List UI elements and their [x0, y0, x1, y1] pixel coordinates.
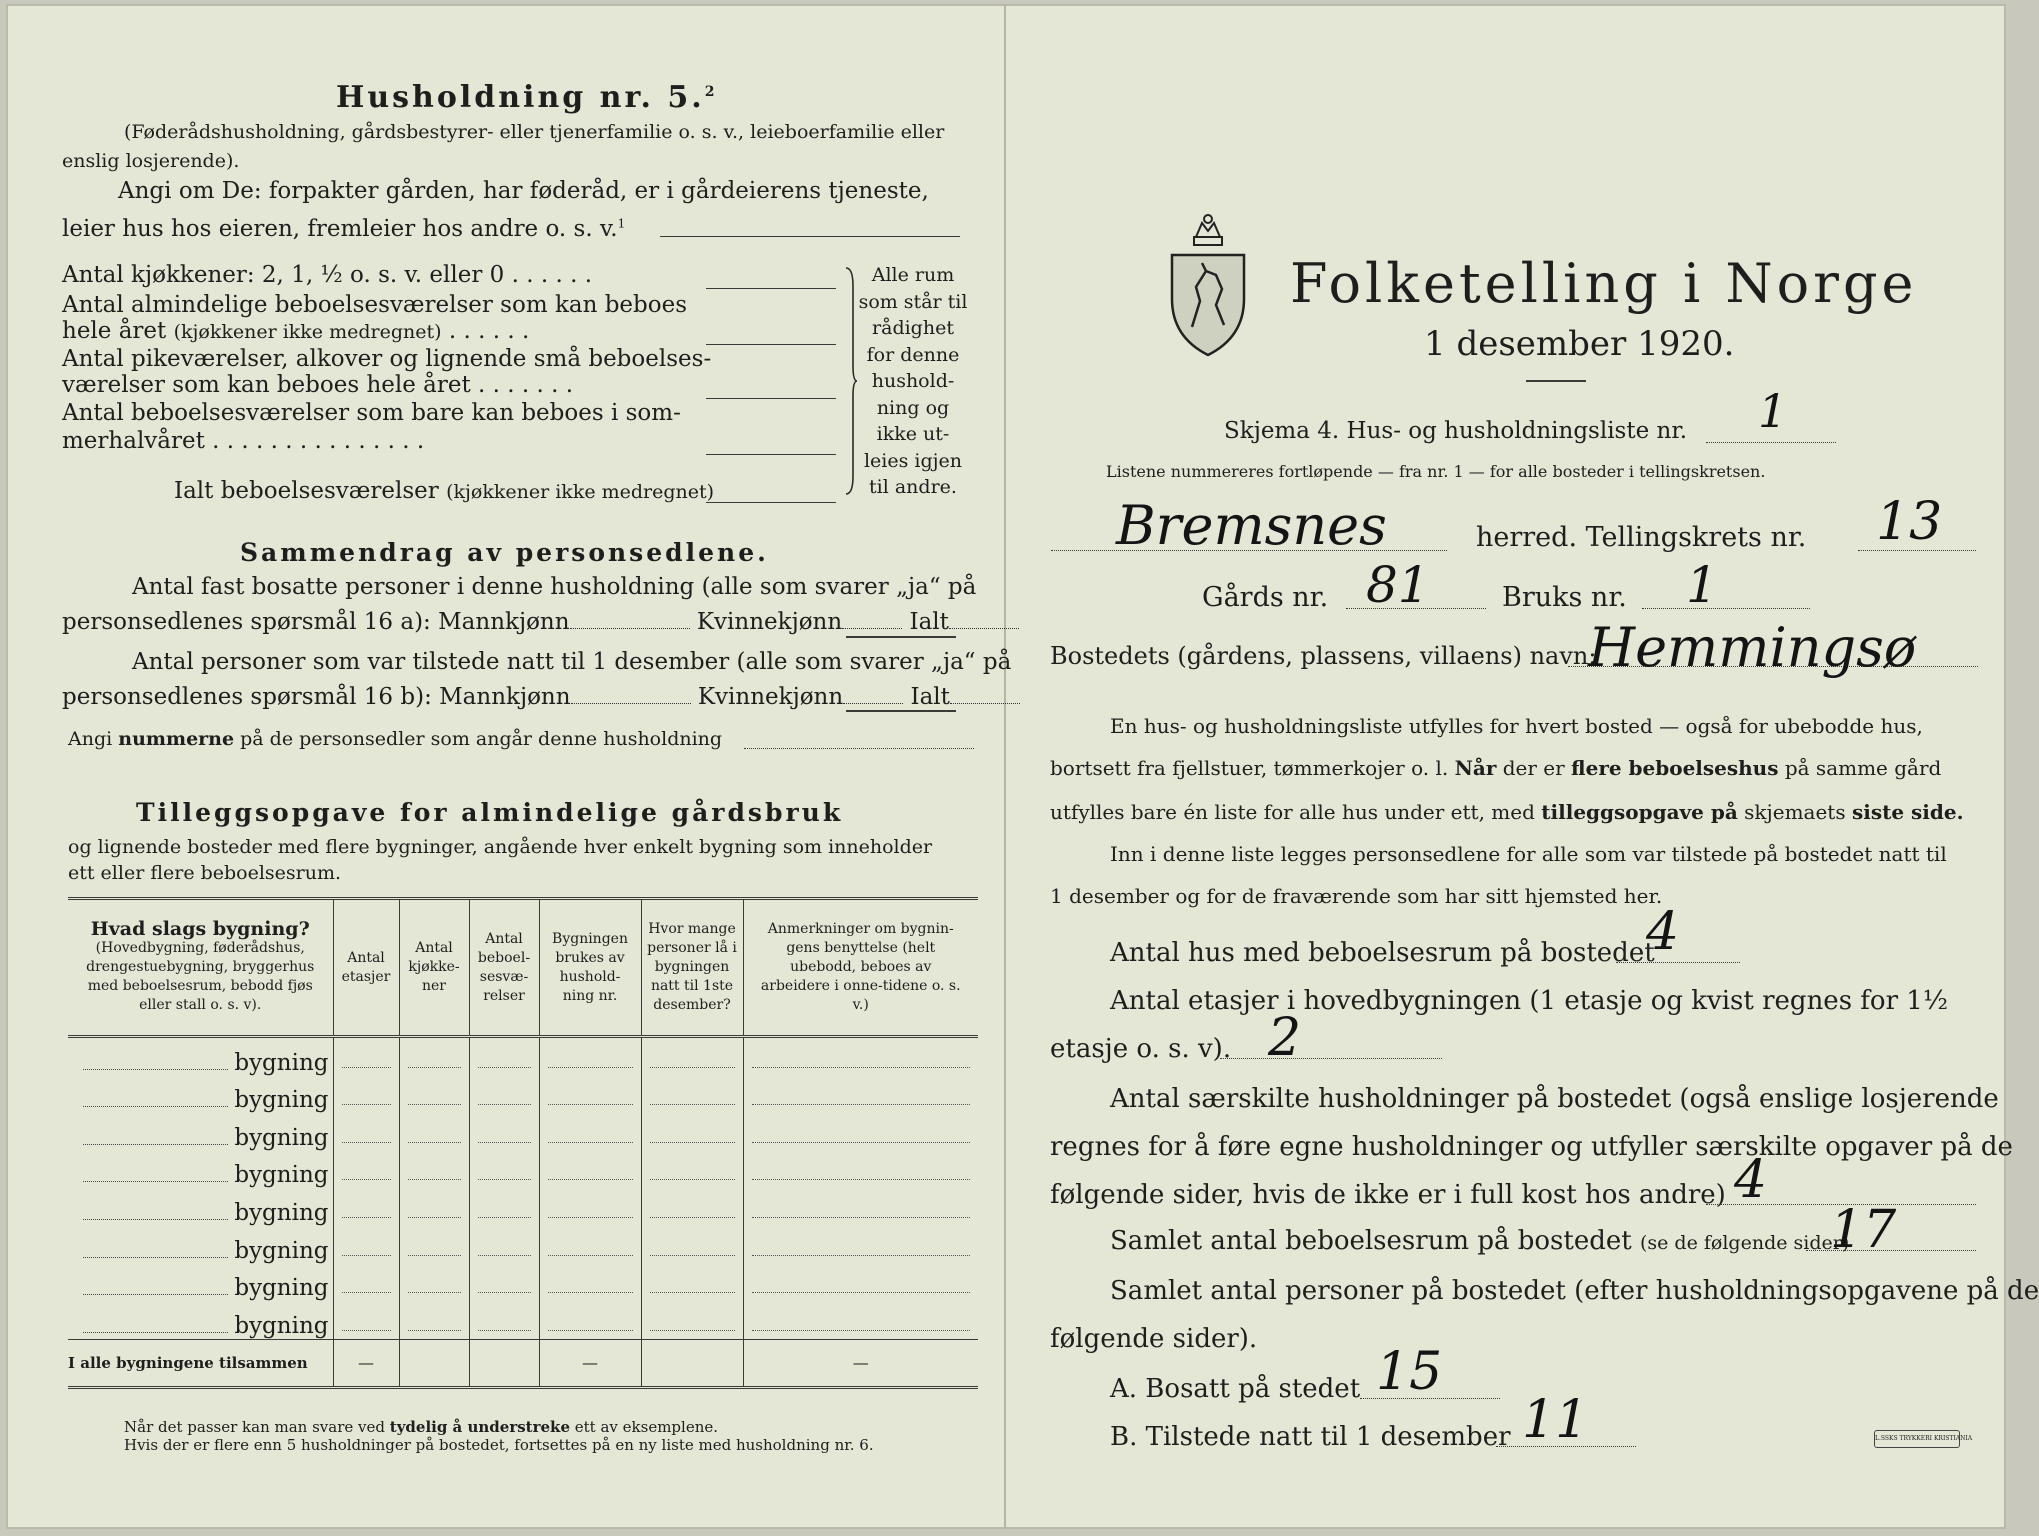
table-cell	[399, 1264, 469, 1302]
table-cell	[539, 1264, 641, 1302]
table-row	[68, 1151, 978, 1189]
rooms-summer: Antal beboelsesværelser som bare kan beboes i som-	[62, 400, 681, 426]
table-cell	[399, 1188, 469, 1226]
numbering-note: Listene nummereres fortløpende — fra nr. 1 — for alle bosteder i tellingskretsen.	[1106, 462, 1766, 481]
coat-of-arms-icon	[1166, 209, 1250, 359]
rooms-maid: Antal pikeværelser, alkover og lignende små beboelses-	[62, 346, 712, 372]
table-cell	[469, 1037, 539, 1076]
total-kitchens	[399, 1339, 469, 1387]
table-cell	[539, 1188, 641, 1226]
q-houses-value: 4	[1646, 902, 1680, 962]
table-cell	[641, 1188, 743, 1226]
bosatt-value: 15	[1376, 1342, 1443, 1402]
census-title: Folketelling i Norge	[1290, 252, 1918, 315]
schema-value: 1	[1758, 384, 1788, 438]
info-line-3: utfylles bare én liste for alle hus under ett, med tilleggsopgave på skjemaets siste side.	[1050, 800, 1964, 824]
building-row-label: bygning	[68, 1301, 333, 1339]
table-cell	[743, 1076, 978, 1114]
q-households-value: 4	[1734, 1150, 1768, 1210]
summary-line-3: Antal personer som var tilstede natt til 1 desember (alle som svarer „ja“ på	[132, 649, 1012, 675]
table-cell	[333, 1264, 399, 1302]
rooms-maid-cont: værelser som kan beboes hele året . . . . . . .	[62, 372, 574, 398]
info-line-1: En hus- og husholdningsliste utfylles for hvert bosted — også for ubebodde hus,	[1110, 714, 1923, 738]
footnote-1: Når det passer kan man svare ved tydelig å understreke ett av eksemplene.	[124, 1418, 719, 1436]
table-cell	[469, 1113, 539, 1151]
col-header-remarks: Anmerkninger om bygnin-gens benyttelse (helt ubebodd, beboes av arbeidere i onne-tidene o. s. v.)	[743, 899, 978, 1037]
col-header-rooms: Antal beboel-sesvæ-relser	[469, 899, 539, 1037]
q-rooms-label: Samlet antal beboelsesrum på bostedet (se de følgende sider)	[1110, 1226, 1850, 1256]
table-cell	[399, 1151, 469, 1189]
table-cell	[641, 1037, 743, 1076]
table-cell	[743, 1226, 978, 1264]
total-remarks: —	[743, 1339, 978, 1387]
supplement-title: Tilleggsopgave for almindelige gårdsbruk	[136, 798, 844, 827]
q-floors-line-2: etasje o. s. v).	[1050, 1034, 1232, 1064]
table-cell	[743, 1151, 978, 1189]
schema-label: Skjema 4. Hus- og husholdningsliste nr.	[1224, 418, 1688, 444]
table-cell	[399, 1113, 469, 1151]
q-floors-value: 2	[1268, 1008, 1302, 1068]
herred-value: Bremsnes	[1116, 494, 1387, 557]
table-cell	[399, 1301, 469, 1339]
table-cell	[641, 1151, 743, 1189]
table-cell	[641, 1301, 743, 1339]
table-cell	[399, 1076, 469, 1114]
bosted-label: Bostedets (gårdens, plassens, villaens) navn:	[1050, 642, 1597, 670]
building-row-label: bygning	[68, 1188, 333, 1226]
building-row-label: bygning	[68, 1037, 333, 1076]
summary-line-2: personsedlenes spørsmål 16 a): Mannkjønn Kvinnekjønn Ialt	[62, 609, 1019, 635]
table-row	[68, 1188, 978, 1226]
brace-icon	[844, 266, 858, 496]
table-cell	[539, 1226, 641, 1264]
total-label: I alle bygningene tilsammen	[68, 1339, 333, 1387]
table-cell	[469, 1301, 539, 1339]
table-row	[68, 1301, 978, 1339]
tilstede-value: 11	[1522, 1390, 1589, 1450]
household-subtitle-1: (Føderådshusholdning, gårdsbestyrer- eller tjenerfamilie o. s. v., leieboerfamilie eller	[124, 121, 945, 143]
q-rooms-value: 17	[1830, 1200, 1897, 1260]
table-cell	[539, 1151, 641, 1189]
census-sheet	[6, 4, 2039, 1529]
building-row-label: bygning	[68, 1076, 333, 1114]
table-cell	[469, 1076, 539, 1114]
summary-line-1: Antal fast bosatte personer i denne husholdning (alle som svarer „ja“ på	[132, 574, 977, 600]
table-cell	[641, 1226, 743, 1264]
total-persons	[641, 1339, 743, 1387]
info-line-2: bortsett fra fjellstuer, tømmerkojer o. l. Når der er flere beboelseshus på samme gård	[1050, 756, 1942, 780]
table-cell	[333, 1113, 399, 1151]
bosted-value: Hemmingsø	[1588, 616, 1917, 679]
supplement-line-2: ett eller flere beboelsesrum.	[68, 862, 342, 884]
table-row	[68, 1264, 978, 1302]
table-cell	[539, 1037, 641, 1076]
total-floors: —	[333, 1339, 399, 1387]
table-cell	[641, 1113, 743, 1151]
table-cell	[333, 1226, 399, 1264]
table-cell	[641, 1264, 743, 1302]
table-cell	[743, 1113, 978, 1151]
table-cell	[333, 1076, 399, 1114]
angi-nummerne: Angi nummerne på de personsedler som angår denne husholdning	[68, 728, 723, 750]
table-cell	[333, 1151, 399, 1189]
table-cell	[743, 1188, 978, 1226]
summary-line-4: personsedlenes spørsmål 16 b): Mannkjønn Kvinnekjønn Ialt	[62, 684, 1020, 710]
total-household: —	[539, 1339, 641, 1387]
gards-value: 81	[1366, 556, 1430, 614]
building-row-label: bygning	[68, 1151, 333, 1189]
table-cell	[399, 1226, 469, 1264]
footnote-2: Hvis der er flere enn 5 husholdninger på bostedet, fortsettes på en ny liste med husholdning nr. 6.	[124, 1436, 874, 1454]
table-row	[68, 1037, 978, 1076]
col-header-household-nr: Bygningen brukes av hushold-ning nr.	[539, 899, 641, 1037]
table-row	[68, 1226, 978, 1264]
table-cell	[539, 1301, 641, 1339]
table-cell	[743, 1301, 978, 1339]
table-cell	[539, 1076, 641, 1114]
bosatt-label: A. Bosatt på stedet	[1110, 1374, 1361, 1404]
table-cell	[743, 1037, 978, 1076]
q-persons-line-1: Samlet antal personer på bostedet (efter husholdningsopgavene på de	[1110, 1276, 2039, 1306]
table-cell	[469, 1151, 539, 1189]
building-row-label: bygning	[68, 1113, 333, 1151]
supplement-line-1: og lignende bosteder med flere bygninger, angående hver enkelt bygning som inneholder	[68, 836, 933, 858]
total-rooms	[469, 1339, 539, 1387]
buildings-table	[68, 897, 978, 1389]
col-header-floors: Antal etasjer	[333, 899, 399, 1037]
q-floors-line-1: Antal etasjer i hovedbygningen (1 etasje og kvist regnes for 1½	[1110, 986, 1949, 1016]
tilstede-label: B. Tilstede natt til 1 desember	[1110, 1422, 1511, 1452]
gards-label: Gårds nr.	[1202, 582, 1329, 613]
angi-line-1: Angi om De: forpakter gården, har føderåd, er i gårdeierens tjeneste,	[118, 178, 929, 204]
q-houses-label: Antal hus med beboelsesrum på bostedet	[1110, 938, 1655, 968]
table-cell	[469, 1226, 539, 1264]
table-row	[68, 1076, 978, 1114]
household-title: Husholdning nr. 5.$^2$	[336, 80, 718, 115]
rooms-ordinary-cont: hele året (kjøkkener ikke medregnet) . . . . . .	[62, 318, 530, 344]
rooms-summer-cont: merhalvåret . . . . . . . . . . . . . . .	[62, 428, 425, 454]
col-header-building-type: Hvad slags bygning? (Hovedbygning, føderådshus, drengestuebygning, bryggerhus med beboelsesrum, bebodd fjøs eller stall o. s. v).	[68, 899, 333, 1037]
table-row	[68, 1113, 978, 1151]
household-subtitle-2: enslig losjerende).	[62, 150, 240, 172]
table-cell	[399, 1037, 469, 1076]
q-households-line-3: følgende sider, hvis de ikke er i full kost hos andre)	[1050, 1180, 1726, 1210]
col-header-persons: Hvor mange personer lå i bygningen natt til 1ste desember?	[641, 899, 743, 1037]
right-page	[1006, 4, 2039, 1529]
col-header-kitchens: Antal kjøkke-ner	[399, 899, 469, 1037]
table-cell	[469, 1264, 539, 1302]
q-persons-line-2: følgende sider).	[1050, 1324, 1258, 1354]
building-row-label: bygning	[68, 1264, 333, 1302]
left-page	[6, 4, 1012, 1529]
table-cell	[641, 1076, 743, 1114]
bruks-value: 1	[1686, 556, 1718, 614]
ialt-rooms: Ialt beboelsesværelser (kjøkkener ikke medregnet)	[174, 478, 715, 504]
printer-stamp: L.SSKS TRYKKERI KRISTIANIA	[1874, 1430, 1960, 1448]
brace-note: Alle rum som står til rådighet for denne hushold- ning og ikke ut- leies igjen til andre.	[858, 264, 968, 498]
info-line-5: 1 desember og for de fraværende som har sitt hjemsted her.	[1050, 884, 1663, 908]
q-households-line-2: regnes for å føre egne husholdninger og utfyller særskilte opgaver på de	[1050, 1132, 2013, 1162]
bruks-label: Bruks nr.	[1502, 582, 1627, 613]
q-households-line-1: Antal særskilte husholdninger på bostedet (også enslige losjerende	[1110, 1084, 1999, 1114]
info-line-4: Inn i denne liste legges personsedlene for alle som var tilstede på bostedet natt til	[1110, 842, 1947, 866]
table-cell	[539, 1113, 641, 1151]
rooms-kitchens: Antal kjøkkener: 2, 1, ½ o. s. v. eller 0 . . . . . .	[62, 262, 593, 288]
table-cell	[743, 1264, 978, 1302]
building-row-label: bygning	[68, 1226, 333, 1264]
table-cell	[333, 1188, 399, 1226]
summary-title: Sammendrag av personsedlene.	[240, 538, 769, 567]
census-date: 1 desember 1920.	[1424, 324, 1735, 364]
table-cell	[469, 1188, 539, 1226]
table-cell	[333, 1301, 399, 1339]
table-cell	[333, 1037, 399, 1076]
rooms-ordinary: Antal almindelige beboelsesværelser som kan beboes	[62, 292, 688, 318]
angi-line-2: leier hus hos eieren, fremleier hos andre o. s. v.$^1$	[62, 216, 626, 242]
herred-label: herred. Tellingskrets nr.	[1476, 522, 1807, 553]
krets-value: 13	[1876, 492, 1943, 552]
